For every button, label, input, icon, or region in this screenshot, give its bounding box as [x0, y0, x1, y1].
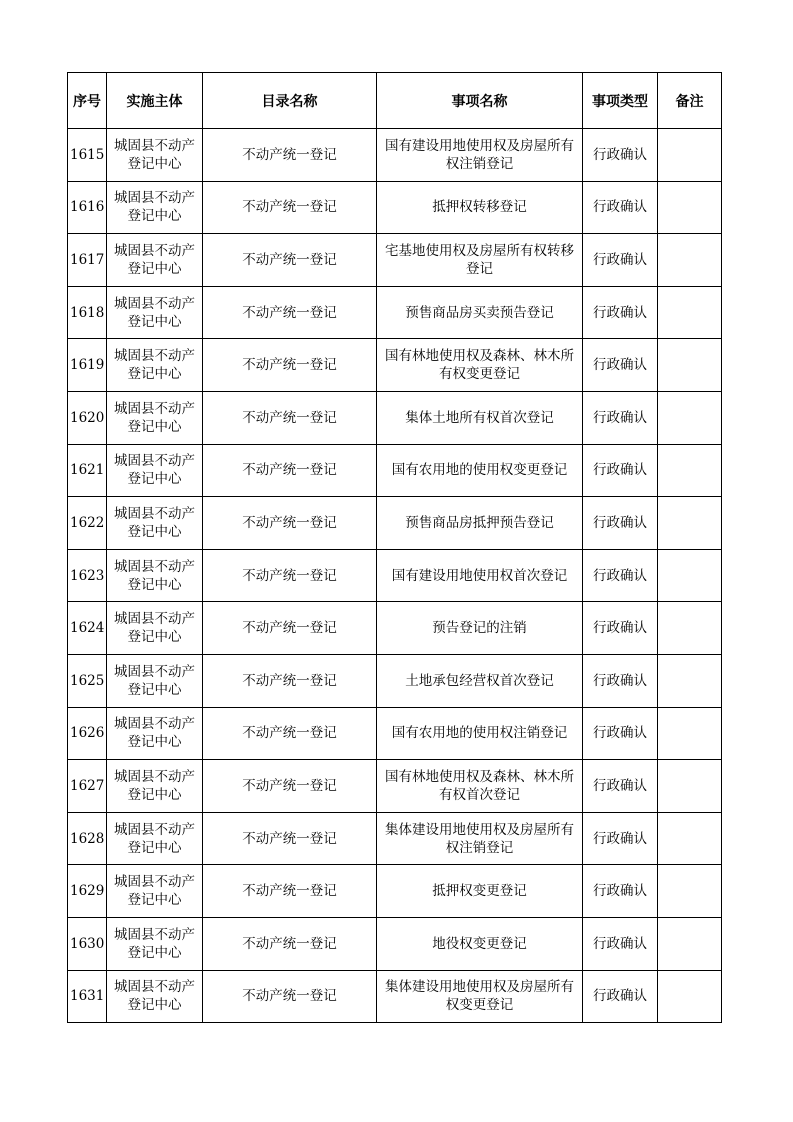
- cell-org: [107, 865, 203, 918]
- cell-item-text: 集体土地所有权首次登记: [405, 409, 554, 426]
- cell-item-text: 国有农用地的使用权变更登记: [391, 462, 568, 479]
- cell-note: [658, 707, 722, 760]
- cell-org: [107, 970, 203, 1023]
- header-note: 备注: [658, 73, 722, 129]
- cell-item: [377, 497, 583, 550]
- cell-type: 行政确认: [583, 549, 658, 602]
- cell-note: [658, 339, 722, 392]
- cell-note: [658, 760, 722, 813]
- cell-org-text: 城固县不动产登记中心: [114, 505, 195, 540]
- cell-org: [107, 812, 203, 865]
- cell-catalog: 不动产统一登记: [203, 760, 377, 813]
- cell-org: [107, 549, 203, 602]
- cell-item-text: 国有林地使用权及森林、林木所有权首次登记: [385, 768, 574, 803]
- table-header: [68, 73, 722, 129]
- cell-org-text: 城固县不动产登记中心: [114, 874, 195, 909]
- cell-note: [658, 970, 722, 1023]
- cell-catalog: 不动产统一登记: [203, 549, 377, 602]
- cell-no: 1626: [68, 707, 107, 760]
- table-row: [68, 444, 722, 497]
- cell-item: [377, 129, 583, 182]
- cell-catalog: 不动产统一登记: [203, 812, 377, 865]
- cell-type: 行政确认: [583, 970, 658, 1023]
- cell-catalog: 不动产统一登记: [203, 391, 377, 444]
- cell-catalog: 不动产统一登记: [203, 654, 377, 707]
- cell-item-text: 国有林地使用权及森林、林木所有权变更登记: [385, 348, 574, 383]
- cell-item: [377, 654, 583, 707]
- cell-item-text: 土地承包经营权首次登记: [405, 672, 554, 689]
- cell-org-text: 城固县不动产登记中心: [114, 242, 195, 277]
- cell-org-text: 城固县不动产登记中心: [114, 821, 195, 856]
- table-row: [68, 129, 722, 182]
- table-row: [68, 286, 722, 339]
- cell-catalog: 不动产统一登记: [203, 129, 377, 182]
- cell-item: [377, 549, 583, 602]
- cell-no: 1630: [68, 917, 107, 970]
- cell-no: 1627: [68, 760, 107, 813]
- cell-org-text: 城固县不动产登记中心: [114, 663, 195, 698]
- document-page: [67, 72, 721, 1023]
- table-row: [68, 497, 722, 550]
- cell-org-text: 城固县不动产登记中心: [114, 348, 195, 383]
- cell-no: 1624: [68, 602, 107, 655]
- cell-org-text: 城固县不动产登记中心: [114, 453, 195, 488]
- table-row: [68, 707, 722, 760]
- cell-catalog: 不动产统一登记: [203, 707, 377, 760]
- cell-item-text: 预告登记的注销: [432, 620, 527, 637]
- header-item: 事项名称: [377, 73, 583, 129]
- cell-item: [377, 812, 583, 865]
- cell-item-text: 宅基地使用权及房屋所有权转移登记: [385, 242, 574, 277]
- cell-catalog: 不动产统一登记: [203, 970, 377, 1023]
- cell-note: [658, 234, 722, 287]
- cell-org: [107, 181, 203, 234]
- table-row: [68, 917, 722, 970]
- cell-item: [377, 286, 583, 339]
- table-row: [68, 865, 722, 918]
- cell-org-text: 城固县不动产登记中心: [114, 716, 195, 751]
- cell-type: 行政确认: [583, 865, 658, 918]
- header-org: 实施主体: [107, 73, 203, 129]
- cell-note: [658, 549, 722, 602]
- cell-item-text: 国有农用地的使用权注销登记: [391, 725, 568, 742]
- cell-org-text: 城固县不动产登记中心: [114, 295, 195, 330]
- cell-org: [107, 444, 203, 497]
- cell-catalog: 不动产统一登记: [203, 917, 377, 970]
- cell-item-text: 预售商品房抵押预告登记: [405, 514, 554, 531]
- cell-item-text: 抵押权变更登记: [432, 883, 527, 900]
- cell-note: [658, 286, 722, 339]
- cell-org: [107, 760, 203, 813]
- cell-note: [658, 865, 722, 918]
- cell-note: [658, 391, 722, 444]
- cell-item: [377, 917, 583, 970]
- table-row: [68, 654, 722, 707]
- cell-no: 1620: [68, 391, 107, 444]
- cell-org-text: 城固县不动产登记中心: [114, 611, 195, 646]
- cell-note: [658, 654, 722, 707]
- cell-item-text: 集体建设用地使用权及房屋所有权变更登记: [385, 979, 574, 1014]
- cell-note: [658, 917, 722, 970]
- cell-org: [107, 129, 203, 182]
- cell-type: 行政确认: [583, 181, 658, 234]
- cell-item-text: 地役权变更登记: [432, 935, 527, 952]
- cell-type: 行政确认: [583, 707, 658, 760]
- cell-item: [377, 181, 583, 234]
- cell-item: [377, 339, 583, 392]
- cell-item: [377, 760, 583, 813]
- cell-type: 行政确认: [583, 129, 658, 182]
- cell-org: [107, 339, 203, 392]
- cell-note: [658, 812, 722, 865]
- cell-no: 1625: [68, 654, 107, 707]
- cell-no: 1622: [68, 497, 107, 550]
- table-row: [68, 602, 722, 655]
- cell-org-text: 城固县不动产登记中心: [114, 926, 195, 961]
- cell-org: [107, 234, 203, 287]
- cell-no: 1615: [68, 129, 107, 182]
- header-no: 序号: [68, 73, 107, 129]
- cell-catalog: 不动产统一登记: [203, 181, 377, 234]
- cell-item: [377, 391, 583, 444]
- header-catalog: 目录名称: [203, 73, 377, 129]
- cell-org-text: 城固县不动产登记中心: [114, 190, 195, 225]
- cell-type: 行政确认: [583, 234, 658, 287]
- table-row: [68, 234, 722, 287]
- cell-type: 行政确认: [583, 444, 658, 497]
- cell-org-text: 城固县不动产登记中心: [114, 979, 195, 1014]
- cell-no: 1618: [68, 286, 107, 339]
- matters-table: [67, 72, 722, 1023]
- cell-type: 行政确认: [583, 760, 658, 813]
- cell-no: 1628: [68, 812, 107, 865]
- cell-no: 1617: [68, 234, 107, 287]
- cell-no: 1631: [68, 970, 107, 1023]
- cell-org-text: 城固县不动产登记中心: [114, 137, 195, 172]
- cell-catalog: 不动产统一登记: [203, 339, 377, 392]
- cell-item: [377, 970, 583, 1023]
- cell-item: [377, 602, 583, 655]
- cell-item-text: 国有建设用地使用权及房屋所有权注销登记: [385, 137, 574, 172]
- cell-org-text: 城固县不动产登记中心: [114, 400, 195, 435]
- table-body: [68, 129, 722, 1023]
- cell-org: [107, 602, 203, 655]
- cell-catalog: 不动产统一登记: [203, 497, 377, 550]
- cell-org: [107, 707, 203, 760]
- table-row: [68, 970, 722, 1023]
- cell-type: 行政确认: [583, 339, 658, 392]
- cell-item-text: 抵押权转移登记: [432, 199, 527, 216]
- cell-org: [107, 654, 203, 707]
- cell-catalog: 不动产统一登记: [203, 865, 377, 918]
- header-type: 事项类型: [583, 73, 658, 129]
- table-row: [68, 391, 722, 444]
- cell-type: 行政确认: [583, 286, 658, 339]
- table-row: [68, 181, 722, 234]
- cell-no: 1621: [68, 444, 107, 497]
- cell-type: 行政确认: [583, 654, 658, 707]
- cell-org: [107, 286, 203, 339]
- cell-catalog: 不动产统一登记: [203, 444, 377, 497]
- cell-note: [658, 602, 722, 655]
- cell-no: 1623: [68, 549, 107, 602]
- cell-catalog: 不动产统一登记: [203, 286, 377, 339]
- cell-note: [658, 497, 722, 550]
- cell-org: [107, 917, 203, 970]
- cell-org: [107, 497, 203, 550]
- cell-org: [107, 391, 203, 444]
- cell-item: [377, 444, 583, 497]
- header-row: [68, 73, 722, 129]
- table-row: [68, 812, 722, 865]
- cell-org-text: 城固县不动产登记中心: [114, 768, 195, 803]
- cell-item-text: 预售商品房买卖预告登记: [405, 304, 554, 321]
- cell-org-text: 城固县不动产登记中心: [114, 558, 195, 593]
- cell-type: 行政确认: [583, 812, 658, 865]
- cell-catalog: 不动产统一登记: [203, 602, 377, 655]
- table-row: [68, 339, 722, 392]
- table-row: [68, 760, 722, 813]
- table-row: [68, 549, 722, 602]
- cell-item-text: 集体建设用地使用权及房屋所有权注销登记: [385, 821, 574, 856]
- cell-no: 1629: [68, 865, 107, 918]
- cell-item: [377, 707, 583, 760]
- cell-item: [377, 865, 583, 918]
- cell-note: [658, 181, 722, 234]
- cell-type: 行政确认: [583, 391, 658, 444]
- cell-item: [377, 234, 583, 287]
- cell-no: 1616: [68, 181, 107, 234]
- cell-type: 行政确认: [583, 602, 658, 655]
- cell-note: [658, 129, 722, 182]
- cell-item-text: 国有建设用地使用权首次登记: [391, 567, 568, 584]
- cell-catalog: 不动产统一登记: [203, 234, 377, 287]
- cell-type: 行政确认: [583, 917, 658, 970]
- cell-type: 行政确认: [583, 497, 658, 550]
- cell-note: [658, 444, 722, 497]
- cell-no: 1619: [68, 339, 107, 392]
